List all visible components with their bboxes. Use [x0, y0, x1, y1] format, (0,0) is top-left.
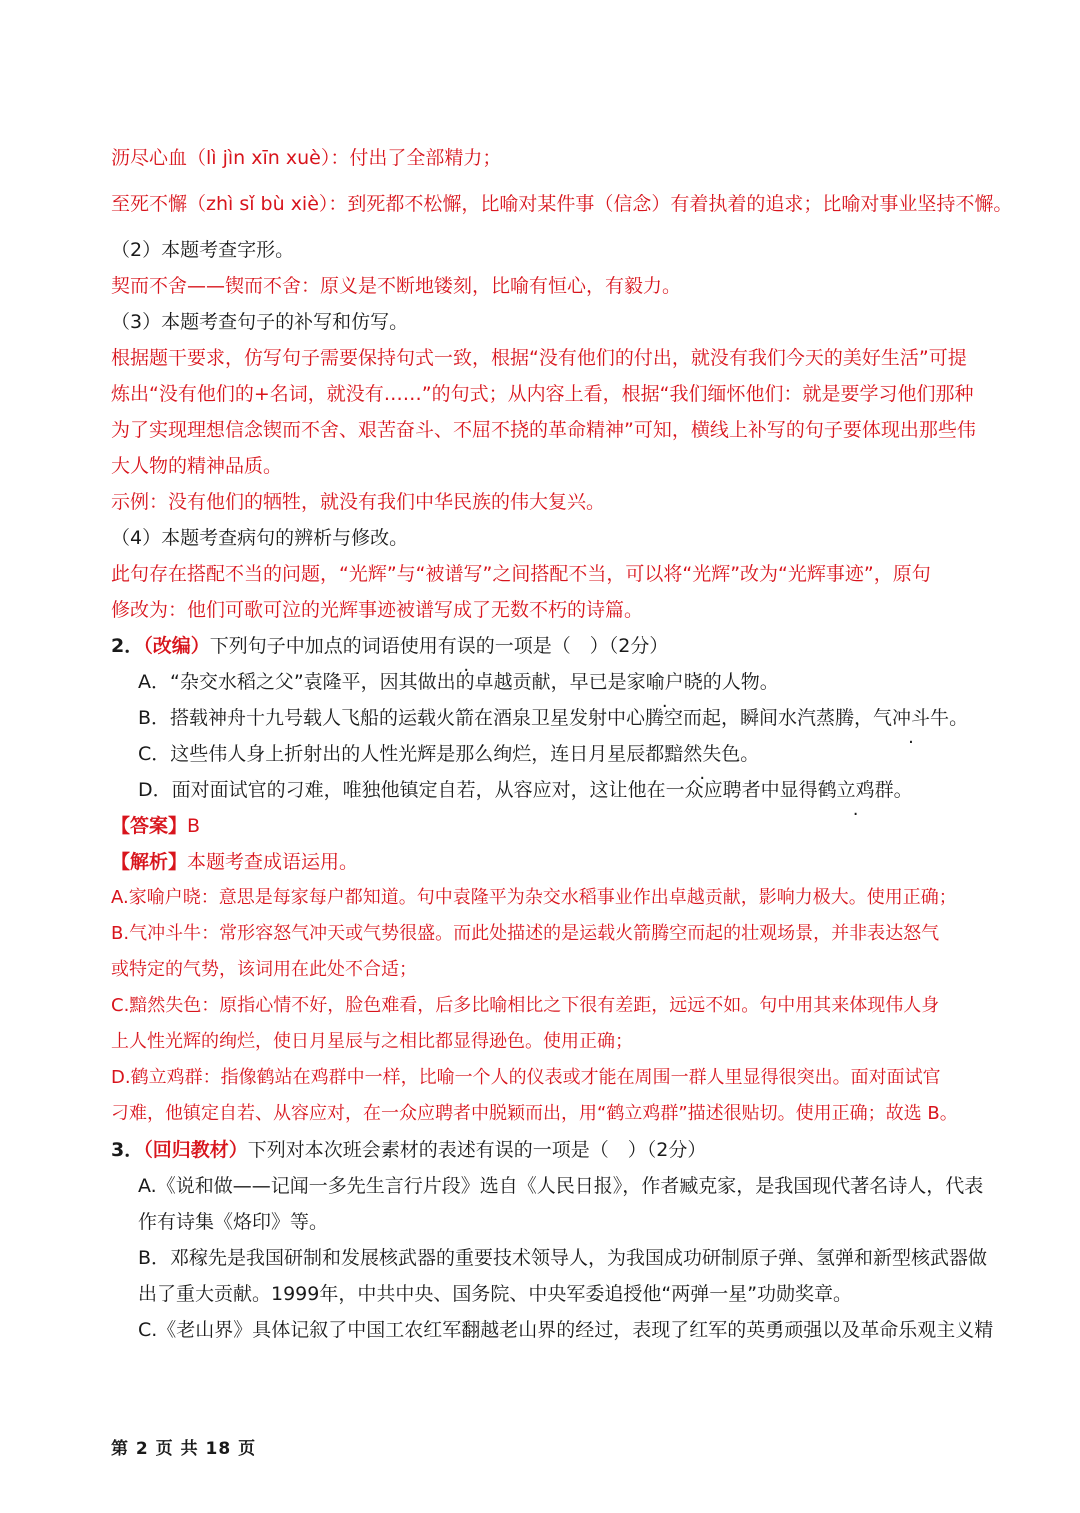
emphasis-dot-text: 气冲斗牛 — [873, 707, 950, 729]
option-b: B．邓稼先是我国研制和发展核武器的重要技术领导人，为我国成功研制原子弹、氢弹和新型核武器做 — [138, 1247, 988, 1269]
analysis-text: 刁难，他镇定自若、从容应对，在一众应聘者中脱颖而出，用“鹤立鸡群”描述很贴切。使用正确；故选 B。 — [111, 1103, 958, 1124]
document-body — [111, 140, 1013, 1348]
option-b-cont: 出了重大贡献。1999年，中共中央、国务院、中央军委追授他“两弹一星”功勋奖章。 — [138, 1283, 853, 1305]
analysis-label: 【解析】 — [111, 851, 188, 873]
option-c: C．这些伟人身上折射出的人性光辉是那么绚烂，连日月星辰都黯然失色。 — [111, 736, 973, 772]
emphasis-dot-text: 家喻户晓 — [626, 671, 703, 693]
question-number: 3． — [111, 1139, 144, 1161]
vocab-entry: 至死不懈（zhì sǐ bù xiè）：到死都不松懈，比喻对某件事（信念）有着执着的追求；比喻对事业坚持不懈。 — [111, 193, 1013, 215]
question-number: 2． — [111, 635, 144, 657]
analysis-text: B.气冲斗牛：常形容怒气冲天或气势很盛。而此处描述的是运载火箭腾空而起的壮观场景，并非表达怒气 — [111, 923, 940, 944]
option-b: B．搭载神舟十九号载人飞船的运载火箭在酒泉卫星发射中心腾空而起，瞬间水汽蒸腾，气冲斗牛。 — [111, 700, 973, 736]
answer-line — [111, 808, 973, 844]
emphasis-dot-text: 误 — [456, 635, 476, 657]
option-d: D．面对面试官的刁难，唯独他镇定自若，从容应对，这让他在一众应聘者中显得鹤立鸡群。 — [111, 772, 973, 808]
option-a-cont: 作有诗集《烙印》等。 — [138, 1211, 329, 1233]
section-heading: （2）本题考查字形。 — [111, 239, 295, 261]
analysis-text: 为了实现理想信念锲而不舍、艰苦奋斗、不屈不挠的革命精神”可知，横线上补写的句子要体现出那些伟 — [111, 419, 976, 441]
question-2-stem: 2．（改编）下列句子中加点的词语使用有误的一项是（ ）（2分） — [111, 628, 973, 664]
answer-value: B — [187, 815, 201, 837]
analysis-text: 此句存在搭配不当的问题，“光辉”与“被谱写”之间搭配不当，可以将“光辉”改为“光辉事迹”，原句 — [111, 563, 931, 585]
analysis-text: D.鹤立鸡群：指像鹤站在鸡群中一样，比喻一个人的仪表或才能在周围一群人里显得很突出。面对面试官 — [111, 1067, 941, 1088]
emphasis-dot-text: 黯然失色 — [664, 743, 741, 765]
analysis-text: 根据题干要求，仿写句子需要保持句式一致，根据“没有他们的付出，就没有我们今天的美好生活”可提 — [111, 347, 967, 369]
option-c: C.《老山界》具体记叙了中国工农红军翻越老山界的经过，表现了红军的英勇顽强以及革命乐观主义精 — [138, 1319, 994, 1341]
option-a: A.《说和做——记闻一多先生言行片段》选自《人民日报》，作者臧克家，是我国现代著名诗人，代表 — [138, 1175, 984, 1197]
question-tag: （改编） — [143, 635, 210, 657]
analysis-text: 修改为：他们可歌可泣的光辉事迹被谱写成了无数不朽的诗篇。 — [111, 599, 644, 621]
option-a: A．“杂交水稻之父”袁隆平，因其做出的卓越贡献，早已是家喻户晓的人物。 — [111, 664, 973, 700]
analysis-text: 契而不舍——锲而不舍：原义是不断地镂刻，比喻有恒心，有毅力。 — [111, 275, 682, 297]
emphasis-dot-text: 鹤立鸡群 — [817, 779, 894, 801]
analysis-text: C.黯然失色：原指心情不好，脸色难看，后多比喻相比之下很有差距，远远不如。句中用其来体现伟人身 — [111, 995, 940, 1016]
example-text: 示例：没有他们的牺牲，就没有我们中华民族的伟大复兴。 — [111, 491, 606, 513]
vocab-entry: 沥尽心血（lì jìn xīn xuè）：付出了全部精力； — [111, 147, 502, 169]
analysis-text: 上人性光辉的绚烂，使日月星辰与之相比都显得逊色。使用正确； — [111, 1031, 633, 1052]
analysis-text: 炼出“没有他们的+名词，就没有……”的句式；从内容上看，根据“我们缅怀他们：就是要学习他们那种 — [111, 383, 974, 405]
page-number: 第 2 页 共 18 页 — [111, 1439, 257, 1459]
section-heading: （4）本题考查病句的辨析与修改。 — [111, 527, 409, 549]
analysis-line: 【解析】本题考查成语运用。 — [111, 851, 359, 873]
analysis-text: A.家喻户晓：意思是每家每户都知道。句中袁隆平为杂交水稻事业作出卓越贡献，影响力极大。使用正确； — [111, 887, 957, 908]
answer-label: 【答案】 — [111, 815, 188, 837]
analysis-text: 或特定的气势，该词用在此处不合适； — [111, 959, 417, 980]
question-3-stem: 3．（回归教材）下列对本次班会素材的表述有误的一项是（ ）（2分） — [111, 1139, 707, 1161]
question-tag: （回归教材） — [143, 1139, 248, 1161]
analysis-text: 大人物的精神品质。 — [111, 455, 283, 477]
section-heading: （3）本题考查句子的补写和仿写。 — [111, 311, 409, 333]
